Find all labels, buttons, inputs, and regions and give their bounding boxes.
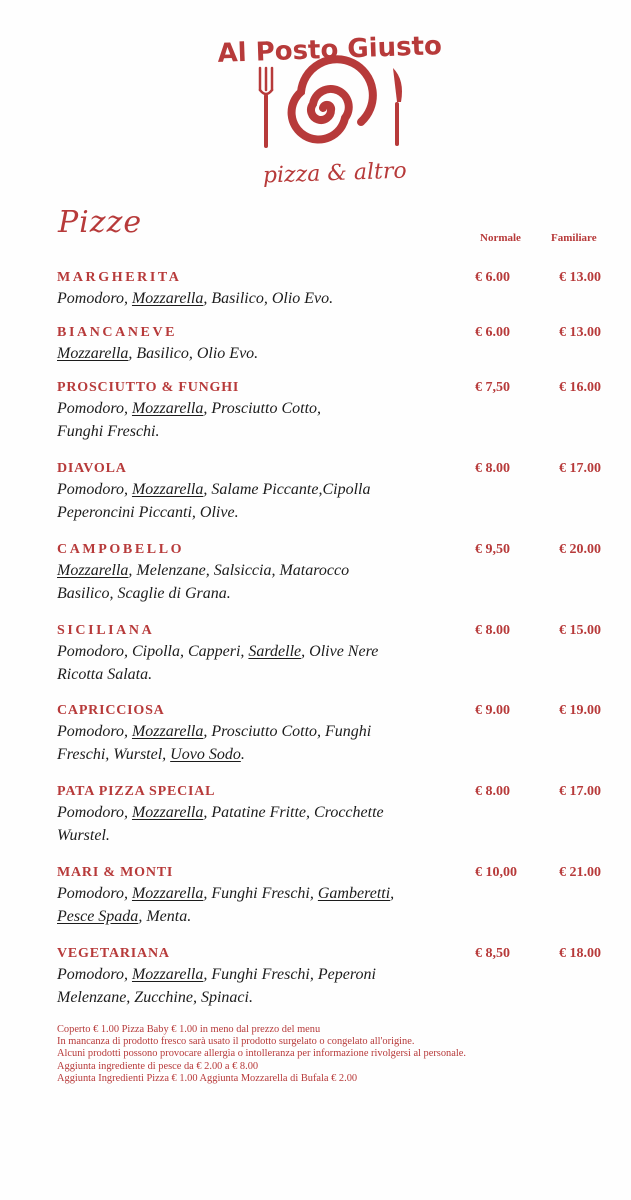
menu-item-name: SICILIANA — [57, 623, 155, 638]
menu-item-name: PATA PIZZA SPECIAL — [57, 784, 216, 799]
section-title: Pizze — [58, 205, 143, 240]
highlighted-ingredient: Pesce Spada — [57, 908, 139, 925]
menu-item-name: VEGETARIANA — [57, 946, 170, 961]
highlighted-ingredient: Mozzarella — [131, 400, 204, 417]
menu-item-name: DIAVOLA — [57, 461, 127, 476]
menu-item-ingredients: Mozzarella, Melenzane, Salsiccia, Matarocco Basilico, Scaglie di Grana. — [57, 562, 350, 602]
menu-item — [57, 379, 617, 443]
highlighted-ingredient: Mozzarella — [57, 562, 129, 579]
spiral-plate-icon — [292, 59, 373, 139]
highlighted-ingredient: Mozzarella — [131, 723, 204, 740]
price-familiare: € 17.00 — [559, 784, 601, 799]
menu-item — [57, 864, 617, 928]
price-familiare: € 18.00 — [559, 946, 601, 961]
price-normale: € 10,00 — [475, 865, 517, 880]
price-normale: € 9.00 — [475, 703, 510, 718]
menu-item-ingredients: Pomodoro, Mozzarella, Prosciutto Cotto, Funghi Freschi. — [57, 400, 322, 440]
menu-item-name: BIANCANEVE — [57, 325, 178, 340]
menu-item-ingredients: Pomodoro, Mozzarella, Salame Piccante,Cipolla Peperoncini Piccanti, Olive. — [57, 481, 371, 521]
menu-item-ingredients: Pomodoro, Mozzarella, Funghi Freschi, Gamberetti, Pesce Spada, Menta. — [57, 885, 395, 925]
highlighted-ingredient: Gamberetti — [317, 885, 391, 902]
menu-item — [57, 324, 617, 365]
price-familiare: € 13.00 — [559, 270, 601, 285]
highlighted-ingredient: Uovo Sodo — [170, 746, 241, 763]
menu-item-name: MARGHERITA — [57, 270, 182, 285]
knife-icon — [393, 68, 402, 146]
menu-item-ingredients: Mozzarella, Basilico, Olio Evo. — [57, 345, 259, 362]
menu-item — [57, 945, 617, 1009]
price-familiare: € 19.00 — [559, 703, 601, 718]
menu-item-name: CAMPOBELLO — [57, 542, 185, 557]
note-line: Aggiunta ingrediente di pesce da € 2.00 a € 8.00 — [57, 1060, 259, 1072]
column-header-normale: Normale — [480, 232, 521, 244]
price-normale: € 6.00 — [475, 270, 510, 285]
logo-title: Al Posto Giusto — [217, 31, 443, 69]
menu-item-ingredients: Pomodoro, Mozzarella, Patatine Fritte, Crocchette Wurstel. — [57, 804, 384, 844]
price-normale: € 6.00 — [475, 325, 510, 340]
menu-item — [57, 622, 617, 686]
price-normale: € 8.00 — [475, 784, 510, 799]
price-familiare: € 17.00 — [559, 461, 601, 476]
price-normale: € 8,50 — [475, 946, 510, 961]
highlighted-ingredient: Mozzarella — [57, 345, 129, 362]
note-line: Aggiunta Ingredienti Pizza € 1.00 Aggiunta Mozzarella di Bufala € 2.00 — [57, 1072, 358, 1084]
price-familiare: € 21.00 — [559, 865, 601, 880]
highlighted-ingredient: Mozzarella — [131, 966, 204, 983]
menu-item-ingredients: Pomodoro, Mozzarella, Funghi Freschi, Peperoni Melenzane, Zucchine, Spinaci. — [57, 966, 376, 1006]
menu-item — [57, 269, 617, 310]
price-familiare: € 20.00 — [559, 542, 601, 557]
price-familiare: € 15.00 — [559, 623, 601, 638]
price-normale: € 7,50 — [475, 380, 510, 395]
restaurant-logo — [205, 18, 455, 193]
highlighted-ingredient: Mozzarella — [131, 885, 204, 902]
highlighted-ingredient: Mozzarella — [131, 290, 204, 307]
note-line: In mancanza di prodotto fresco sarà usato il prodotto surgelato o congelato all'origine. — [57, 1036, 415, 1048]
fork-icon — [260, 68, 272, 146]
column-header-familiare: Familiare — [551, 232, 597, 244]
menu-item-ingredients: Pomodoro, Cipolla, Capperi, Sardelle, Olive Nere Ricotta Salata. — [57, 643, 379, 683]
price-familiare: € 13.00 — [559, 325, 601, 340]
note-line: Coperto € 1.00 Pizza Baby € 1.00 in meno dal prezzo del menu — [57, 1024, 321, 1035]
menu-notes — [57, 1024, 617, 1085]
menu-item-name: MARI & MONTI — [57, 865, 174, 880]
menu-item-name: PROSCIUTTO & FUNGHI — [57, 380, 240, 395]
menu-item-name: CAPRICCIOSA — [57, 703, 165, 718]
menu-item-ingredients: Pomodoro, Mozzarella, Basilico, Olio Evo. — [57, 290, 334, 307]
menu-item — [57, 783, 617, 847]
highlighted-ingredient: Sardelle — [248, 643, 302, 660]
highlighted-ingredient: Mozzarella — [131, 804, 204, 821]
price-normale: € 9,50 — [475, 542, 510, 557]
note-line: Alcuni prodotti possono provocare allergia o intolleranza per informazione rivolgersi al personale. — [57, 1048, 466, 1060]
menu-item — [57, 460, 617, 524]
logo-graphic — [205, 18, 455, 193]
menu-item-ingredients: Pomodoro, Mozzarella, Prosciutto Cotto, Funghi Freschi, Wurstel, Uovo Sodo. — [57, 723, 372, 763]
price-familiare: € 16.00 — [559, 380, 601, 395]
highlighted-ingredient: Mozzarella — [131, 481, 204, 498]
price-normale: € 8.00 — [475, 623, 510, 638]
logo-tagline: pizza & altro — [262, 158, 408, 189]
menu-item — [57, 541, 617, 605]
menu-item — [57, 702, 617, 766]
price-normale: € 8.00 — [475, 461, 510, 476]
